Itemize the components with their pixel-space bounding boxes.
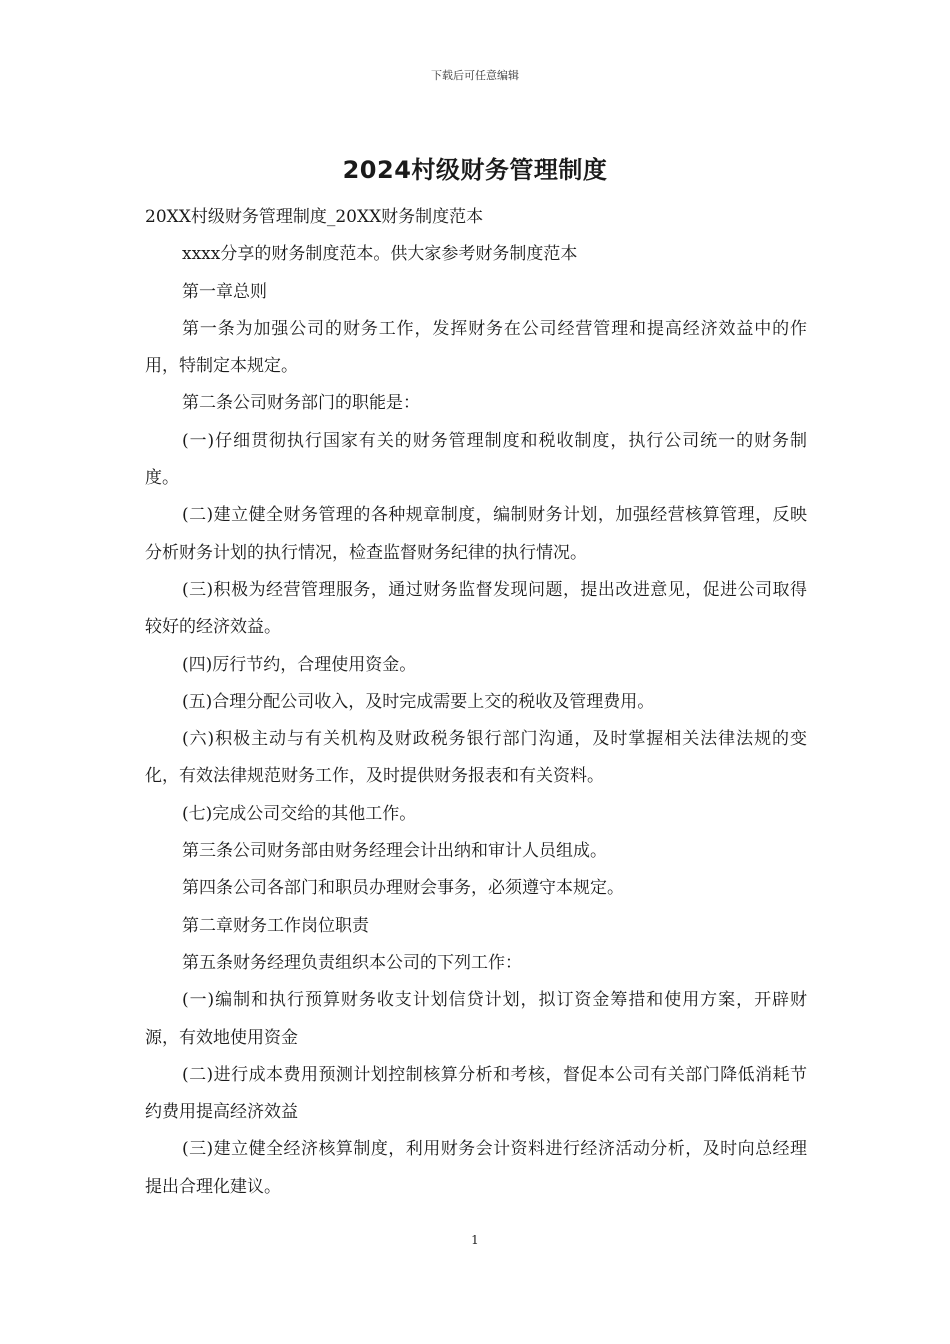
paragraph: (一)仔细贯彻执行国家有关的财务管理制度和税收制度，执行公司统一的财务制度。 xyxy=(145,430,807,489)
paragraph: (一)编制和执行预算财务收支计划信贷计划，拟订资金筹措和使用方案，开辟财源，有效地使用资金 xyxy=(145,990,807,1048)
document-title: 2024村级财务管理制度 xyxy=(342,156,608,184)
paragraph: 第五条财务经理负责组织本公司的下列工作： xyxy=(182,952,522,973)
paragraph: 20XX村级财务管理制度_20XX财务制度范本 xyxy=(145,207,484,227)
paragraph: (三)建立健全经济核算制度，利用财务会计资料进行经济活动分析，及时向总经理提出合理化建议。 xyxy=(145,1139,807,1197)
paragraph: 第二章财务工作岗位职责 xyxy=(182,915,369,936)
paragraph: (四)厉行节约，合理使用资金。 xyxy=(182,654,417,675)
paragraph: (二)建立健全财务管理的各种规章制度，编制财务计划，加强经营核算管理，反映分析财务计划的执行情况，检查监督财务纪律的执行情况。 xyxy=(145,505,807,563)
paragraph: (六)积极主动与有关机构及财政税务银行部门沟通，及时掌握相关法律法规的变化，有效法律规范财务工作，及时提供财务报表和有关资料。 xyxy=(145,729,807,787)
paragraph: (二)进行成本费用预测计划控制核算分析和考核，督促本公司有关部门降低消耗节约费用提高经济效益 xyxy=(145,1064,807,1123)
header-note: 下载后可任意编辑 xyxy=(431,69,519,82)
paragraph: 第三条公司财务部由财务经理会计出纳和审计人员组成。 xyxy=(182,841,607,862)
paragraph: 第一章总则 xyxy=(182,281,267,302)
paragraph: 第二条公司财务部门的职能是： xyxy=(182,393,420,414)
paragraph: 第一条为加强公司的财务工作，发挥财务在公司经营管理和提高经济效益中的作用，特制定本规定。 xyxy=(145,318,807,377)
paragraph: (三)积极为经营管理服务，通过财务监督发现问题，提出改进意见，促进公司取得较好的经济效益。 xyxy=(145,579,807,638)
paragraph: (五)合理分配公司收入，及时完成需要上交的税收及管理费用。 xyxy=(182,691,655,712)
paragraph: xxxx分享的财务制度范本。供大家参考财务制度范本 xyxy=(182,244,578,265)
page-number: 1 xyxy=(471,1233,479,1247)
document-body xyxy=(145,199,807,1206)
paragraph: (七)完成公司交给的其他工作。 xyxy=(182,803,417,824)
paragraph: 第四条公司各部门和职员办理财会事务，必须遵守本规定。 xyxy=(182,878,624,899)
